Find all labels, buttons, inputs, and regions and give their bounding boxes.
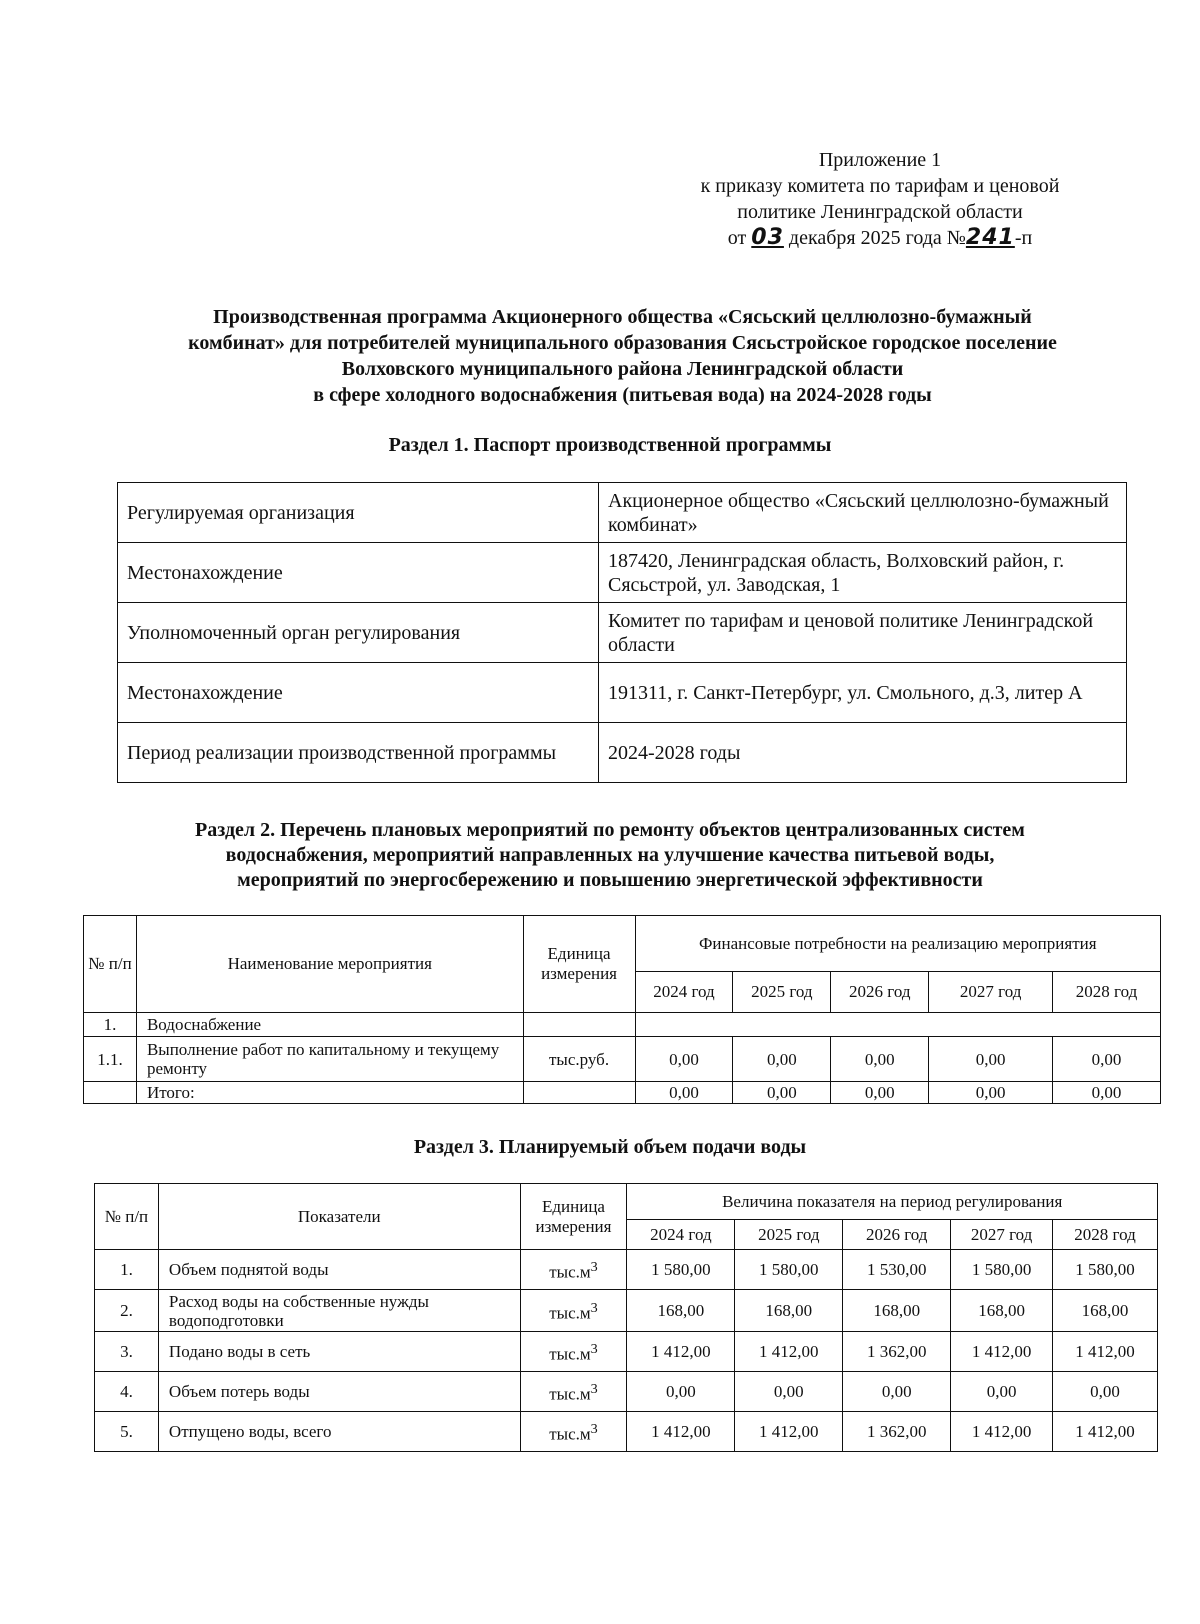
passport-value: Акционерное общество «Сясьский целлюлозно-бумажный комбинат» [599,483,1127,543]
total-row [84,1082,1161,1104]
header-num: № п/п [84,916,137,1013]
activities-table [83,915,1161,1104]
empty-cell [523,1013,635,1037]
row-value: 0,00 [951,1372,1053,1412]
header-year: 2028 год [1053,972,1161,1013]
row-value: 0,00 [733,1037,831,1082]
header-year: 2024 год [635,972,733,1013]
row-value: 0,00 [735,1372,843,1412]
section1-title: Раздел 1. Паспорт производственной программы [388,434,832,456]
row-num: 4. [95,1372,159,1412]
row-num: 5. [95,1412,159,1452]
row-name: Водоснабжение [136,1013,523,1037]
row-value: 0,00 [1053,1372,1158,1412]
passport-key: Регулируемая организация [118,483,599,543]
row-value: 1 412,00 [1053,1412,1158,1452]
row-num: 2. [95,1290,159,1332]
passport-value: 187420, Ленинградская область, Волховский район, г. Сясьстрой, ул. Заводская, 1 [599,543,1127,603]
row-value: 0,00 [929,1037,1053,1082]
header-num: № п/п [95,1184,159,1250]
row-value: 168,00 [1053,1290,1158,1332]
header-year: 2028 год [1053,1220,1158,1250]
section2-title-line: Раздел 2. Перечень плановых мероприятий по ремонту объектов централизованных систем [195,819,1025,841]
header-year: 2027 год [951,1220,1053,1250]
header-year: 2025 год [735,1220,843,1250]
total-value: 0,00 [1053,1082,1161,1104]
unit-exponent: 3 [590,1299,598,1316]
appendix-line: политике Ленинградской области [737,201,1023,223]
passport-row [118,723,1127,783]
title-line: Волховского муниципального района Ленинградской области [341,358,904,380]
table-row [95,1250,1158,1290]
appendix-line: к приказу комитета по тарифам и ценовой [700,175,1060,197]
passport-row [118,543,1127,603]
row-value: 1 412,00 [951,1332,1053,1372]
row-value: 1 412,00 [627,1412,735,1452]
row-unit [520,1412,627,1452]
title-line: в сфере холодного водоснабжения (питьевая вода) на 2024-2028 годы [313,384,932,406]
empty-cell [635,1013,1161,1037]
section2-title-line: водоснабжения, мероприятий направленных на улучшение качества питьевой воды, [225,844,995,866]
row-name: Объем поднятой воды [158,1250,520,1290]
passport-row [118,483,1127,543]
table-row [95,1332,1158,1372]
unit-exponent: 3 [590,1258,598,1275]
row-value: 1 412,00 [1053,1332,1158,1372]
row-value: 0,00 [635,1037,733,1082]
unit-base: тыс.м [549,1424,591,1444]
header-year: 2024 год [627,1220,735,1250]
unit-base: тыс.м [549,1262,591,1282]
row-value: 1 362,00 [843,1332,951,1372]
passport-row [118,663,1127,723]
empty-cell [523,1082,635,1104]
row-value: 1 580,00 [1053,1250,1158,1290]
row-unit [520,1290,627,1332]
table-row [84,1013,1161,1037]
table-row [95,1290,1158,1332]
appendix-line: Приложение 1 [818,149,942,171]
unit-base: тыс.м [549,1384,591,1404]
total-value: 0,00 [929,1082,1053,1104]
row-num: 1.1. [84,1037,137,1082]
passport-key: Местонахождение [118,663,599,723]
row-value: 0,00 [627,1372,735,1412]
row-value: 1 412,00 [735,1332,843,1372]
passport-value: 2024-2028 годы [599,723,1127,783]
order-prefix: от [727,227,747,249]
row-value: 0,00 [1053,1037,1161,1082]
row-num: 1. [84,1013,137,1037]
unit-base: тыс.м [549,1344,591,1364]
row-value: 1 580,00 [735,1250,843,1290]
row-value: 1 580,00 [627,1250,735,1290]
row-name: Выполнение работ по капитальному и текущему ремонту [136,1037,523,1082]
passport-key: Местонахождение [118,543,599,603]
header-period: Величина показателя на период регулирования [627,1184,1158,1220]
order-suffix: -п [1014,227,1033,249]
passport-key: Уполномоченный орган регулирования [118,603,599,663]
row-name: Отпущено воды, всего [158,1412,520,1452]
order-day: 03 [751,225,784,250]
header-unit: Единица измерения [523,916,635,1013]
row-value: 0,00 [831,1037,929,1082]
row-value: 1 412,00 [951,1412,1053,1452]
title-line: Производственная программа Акционерного общества «Сясьский целлюлозно-бумажный [213,306,1032,328]
section3-title: Раздел 3. Планируемый объем подачи воды [413,1136,807,1158]
total-value: 0,00 [635,1082,733,1104]
appendix-order-line [640,225,1120,251]
unit-exponent: 3 [590,1340,598,1357]
row-value: 168,00 [843,1290,951,1332]
row-value: 1 412,00 [735,1412,843,1452]
passport-value: Комитет по тарифам и ценовой политике Ленинградской области [599,603,1127,663]
total-value: 0,00 [733,1082,831,1104]
row-value: 1 580,00 [951,1250,1053,1290]
document-title [100,304,1145,408]
header-name: Показатели [158,1184,520,1250]
total-label: Итого: [136,1082,523,1104]
header-unit: Единица измерения [520,1184,627,1250]
header-finance: Финансовые потребности на реализацию мероприятия [635,916,1161,972]
unit-base: тыс.м [549,1303,591,1323]
header-year: 2026 год [843,1220,951,1250]
row-value: 168,00 [951,1290,1053,1332]
row-num: 3. [95,1332,159,1372]
row-unit [520,1250,627,1290]
unit-exponent: 3 [590,1380,598,1397]
passport-key: Период реализации производственной программы [118,723,599,783]
row-unit: тыс.руб. [523,1037,635,1082]
empty-cell [84,1082,137,1104]
row-value: 168,00 [735,1290,843,1332]
row-unit [520,1332,627,1372]
header-name: Наименование мероприятия [136,916,523,1013]
header-year: 2026 год [831,972,929,1013]
section2-title [60,818,1160,893]
title-line: комбинат» для потребителей муниципального образования Сясьстройское городское поселение [188,332,1057,354]
passport-table [117,482,1127,783]
row-value: 168,00 [627,1290,735,1332]
row-name: Объем потерь воды [158,1372,520,1412]
header-year: 2027 год [929,972,1053,1013]
row-value: 1 412,00 [627,1332,735,1372]
table-row [95,1412,1158,1452]
row-value: 1 362,00 [843,1412,951,1452]
total-value: 0,00 [831,1082,929,1104]
unit-exponent: 3 [590,1420,598,1437]
volumes-table [94,1183,1158,1452]
row-value: 0,00 [843,1372,951,1412]
row-value: 1 530,00 [843,1250,951,1290]
table-row [95,1372,1158,1412]
order-middle: декабря 2025 года № [788,227,966,249]
appendix-header [640,147,1120,251]
row-num: 1. [95,1250,159,1290]
row-name: Подано воды в сеть [158,1332,520,1372]
section2-title-line: мероприятий по энергосбережению и повышению энергетической эффективности [237,869,983,891]
order-number: 241 [965,225,1015,250]
row-unit [520,1372,627,1412]
passport-value: 191311, г. Санкт-Петербург, ул. Смольного, д.3, литер А [599,663,1127,723]
table-row [84,1037,1161,1082]
passport-row [118,603,1127,663]
row-name: Расход воды на собственные нужды водоподготовки [158,1290,520,1332]
header-year: 2025 год [733,972,831,1013]
